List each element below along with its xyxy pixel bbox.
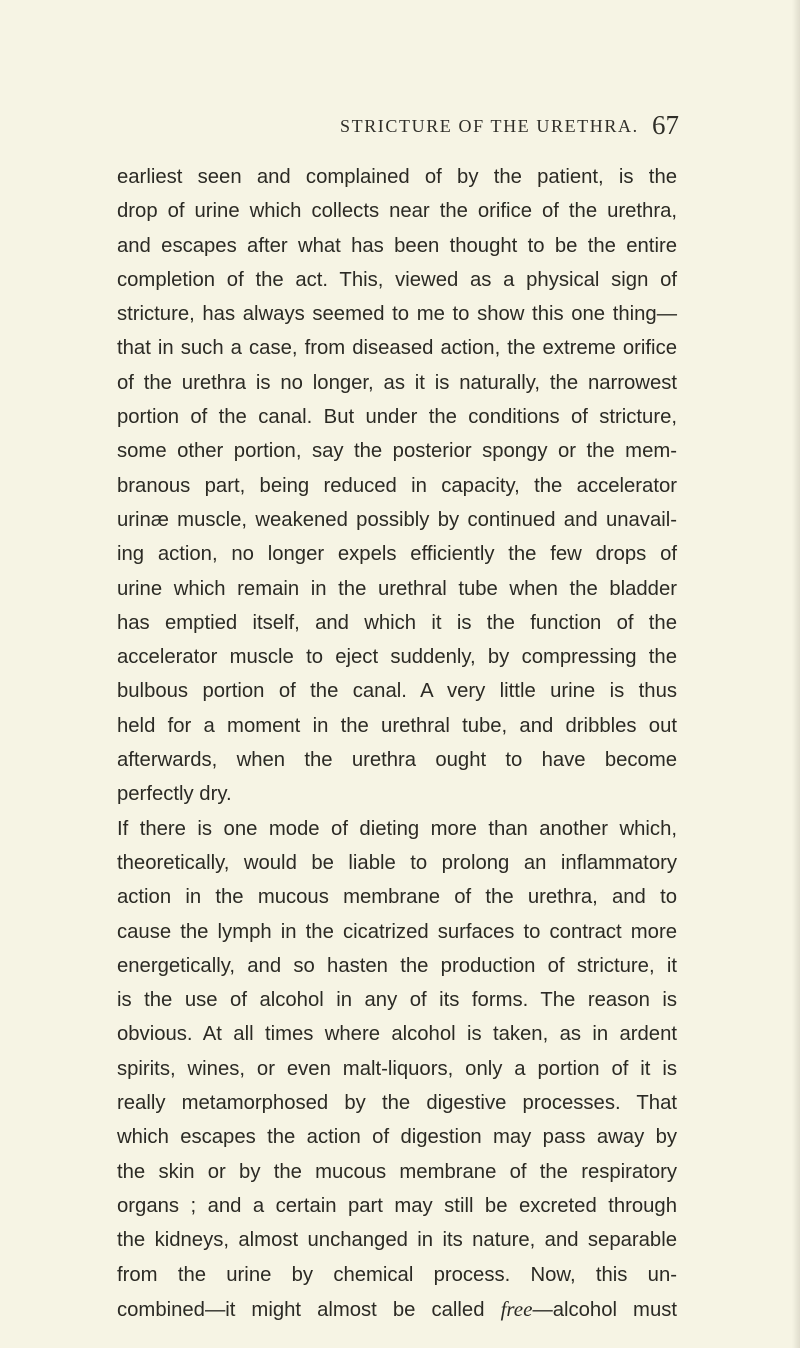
text-line: bulbous portion of the canal. A very little urine is thus [117, 680, 677, 703]
text-line: earliest seen and complained of by the patient, is the [117, 166, 677, 188]
page-number: 67 [652, 110, 679, 140]
text-line: If there is one mode of dieting more than another which, [117, 817, 677, 840]
text-line: ing action, no longer expels efficiently the few drops of [117, 543, 677, 566]
text-line: action in the mucous membrane of the urethra, and to [117, 886, 677, 909]
text-line: obvious. At all times where alcohol is taken, as in ardent [117, 1023, 677, 1046]
text-line: afterwards, when the urethra ought to have become [117, 749, 677, 772]
text-line: of the urethra is no longer, as it is naturally, the narrowest [117, 371, 677, 394]
text-line: that in such a case, from diseased action, the extreme orifice [117, 337, 677, 360]
text-line: really metamorphosed by the digestive processes. That [117, 1092, 677, 1115]
text-line: branous part, being reduced in capacity, the accelerator [117, 474, 677, 497]
text-line: perfectly dry. [117, 783, 232, 806]
text-line: from the urine by chemical process. Now, this un- [117, 1263, 677, 1286]
text-line: the kidneys, almost unchanged in its nature, and separable [117, 1229, 677, 1252]
page-edge-shadow [792, 0, 800, 1348]
paragraph-1 [117, 160, 677, 812]
text-line: held for a moment in the urethral tube, and dribbles out [117, 714, 677, 737]
running-head [0, 112, 800, 146]
text-line: accelerator muscle to eject suddenly, by compressing the [117, 646, 677, 669]
text-line: spirits, wines, or even malt-liquors, only a portion of it is [117, 1057, 677, 1080]
text-line: some other portion, say the posterior spongy or the mem- [117, 440, 677, 463]
text-line: which escapes the action of digestion may pass away by [117, 1126, 677, 1149]
text-line: organs ; and a certain part may still be excreted through [117, 1194, 677, 1217]
text-line: stricture, has always seemed to me to show this one thing— [117, 303, 677, 326]
body-text [117, 160, 677, 1326]
text-line: the skin or by the mucous membrane of the respiratory [117, 1160, 677, 1183]
text-line: cause the lymph in the cicatrized surfaces to contract more [117, 920, 677, 943]
paragraph-2 [117, 812, 677, 1326]
text-line: completion of the act. This, viewed as a physical sign of [117, 268, 677, 291]
italic-emphasis: free [500, 1296, 533, 1321]
text-line: is the use of alcohol in any of its forms. The reason is [117, 989, 677, 1012]
text-line: and escapes after what has been thought to be the entire [117, 234, 677, 257]
running-title: STRICTURE OF THE URETHRA. [340, 116, 639, 136]
text-line: urinæ muscle, weakened possibly by continued and unavail- [117, 508, 677, 531]
text-line: energetically, and so hasten the production of stricture, it [117, 954, 677, 977]
text-line: theoretically, would be liable to prolong an inflammatory [117, 851, 677, 874]
text-line: drop of urine which collects near the orifice of the urethra, [117, 200, 677, 223]
text-line: has emptied itself, and which it is the function of the [117, 611, 677, 634]
text-segment: combined—it might almost be called [117, 1298, 501, 1321]
text-line: portion of the canal. But under the conditions of stricture, [117, 406, 677, 429]
text-segment: —alcohol must [532, 1298, 678, 1321]
text-line-final [117, 1292, 677, 1326]
text-line: urine which remain in the urethral tube when the bladder [117, 577, 677, 600]
